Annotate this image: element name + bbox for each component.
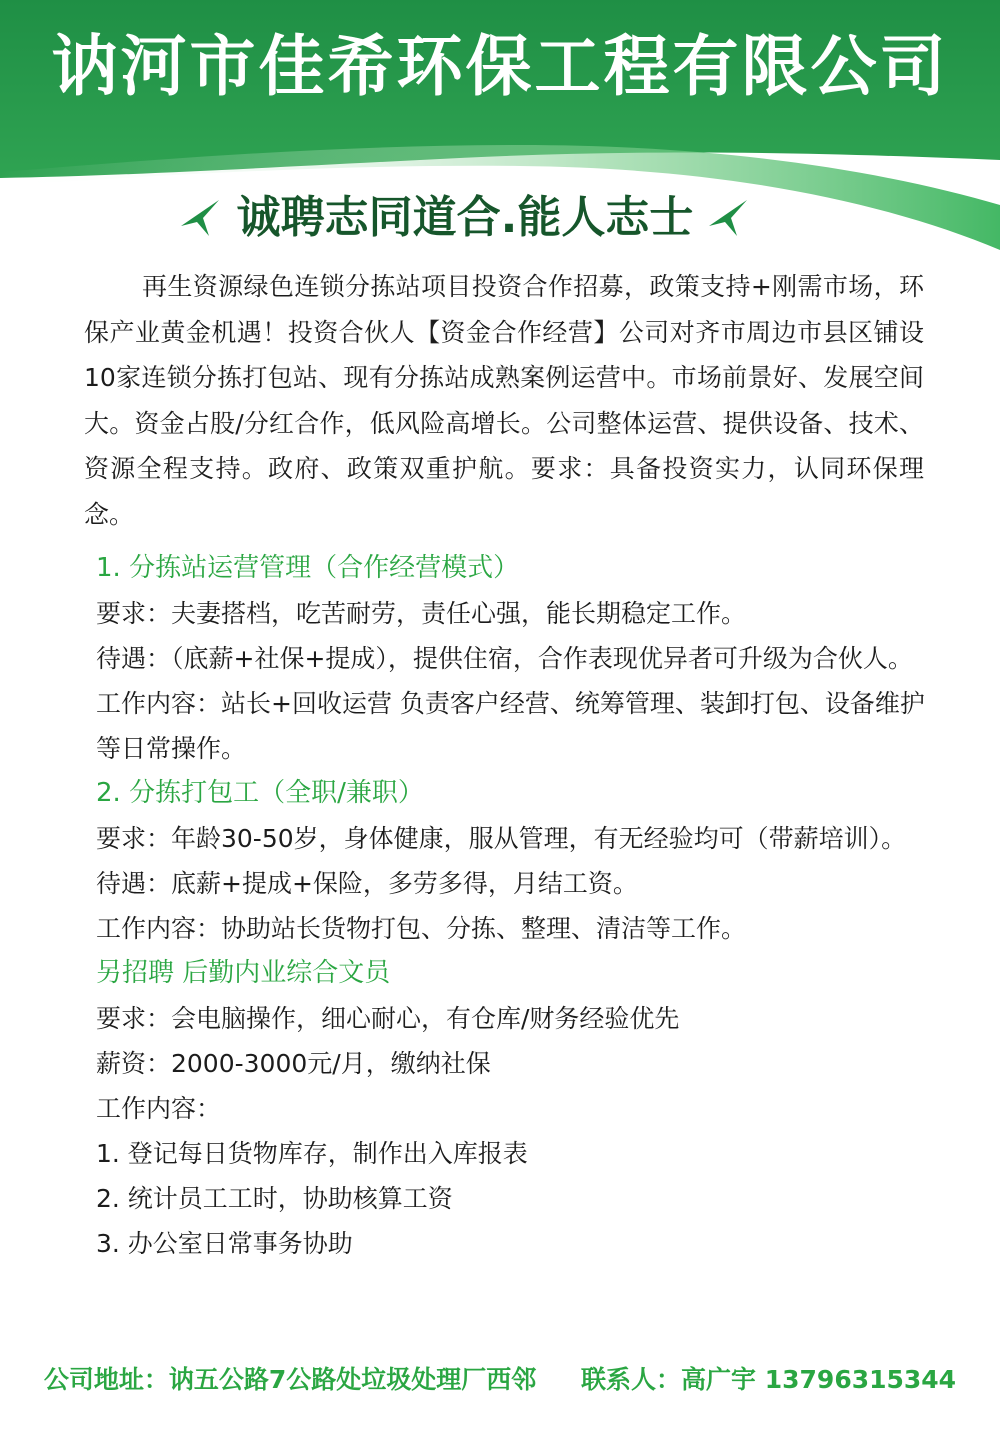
job-section <box>96 771 926 951</box>
job-title: 2. 分拣打包工（全职/兼职） <box>96 778 424 808</box>
extra-section <box>96 951 926 1266</box>
duty-item: 2. 统计员工工时，协助核算工资 <box>96 1184 453 1213</box>
footer <box>0 1358 1000 1402</box>
job-benefit: 待遇：（底薪+社保+提成），提供住宿，合作表现优异者可升级为合伙人。 <box>96 644 913 673</box>
job-requirement: 要求：夫妻搭档，吃苦耐劳，责任心强，能长期稳定工作。 <box>96 599 747 628</box>
star-icon <box>707 196 751 240</box>
extra-requirement: 要求：会电脑操作，细心耐心，有仓库/财务经验优先 <box>96 1004 680 1033</box>
company-address: 公司地址：讷五公路7公路处垃圾处理厂西邻 <box>43 1365 537 1394</box>
slogan: 诚聘志同道合.能人志士 <box>236 192 694 243</box>
extra-salary: 薪资：2000-3000元/月，缴纳社保 <box>96 1049 491 1078</box>
duty-item: 3. 办公室日常事务协助 <box>96 1229 353 1258</box>
extra-title: 另招聘 后勤内业综合文员 <box>96 958 391 988</box>
job-title: 1. 分拣站运营管理（合作经营模式） <box>96 553 520 583</box>
extra-duties-label: 工作内容： <box>96 1094 222 1123</box>
company-name: 讷河市佳希环保工程有限公司 <box>51 28 949 105</box>
job-duties: 工作内容：协助站长货物打包、分拣、整理、清洁等工作。 <box>96 914 747 943</box>
intro-paragraph: 再生资源绿色连锁分拣站项目投资合作招募，政策支持+刚需市场，环保产业黄金机遇！投资合伙人【资金合作经营】公司对齐市周边市县区铺设10家连锁分拣打包站、现有分拣站成熟案例运营中。市场前景好、发展空间大。资金占股/分红合作，低风险高增长。公司整体运营、提供设备、技术、资源全程支持。政府、政策双重护航。要求：具备投资实力，认同环保理念。 <box>84 272 924 529</box>
job-section <box>96 546 926 771</box>
contact-info: 联系人：高广宇 13796315344 <box>581 1365 957 1394</box>
job-benefit: 待遇：底薪+提成+保险，多劳多得，月结工资。 <box>96 869 638 898</box>
slogan-row <box>145 183 785 253</box>
job-sections <box>96 546 926 1266</box>
job-duties: 工作内容：站长+回收运营 负责客户经营、统筹管理、装卸打包、设备维护等日常操作。 <box>96 689 925 763</box>
job-requirement: 要求：年龄30-50岁，身体健康，服从管理，有无经验均可（带薪培训）。 <box>96 824 907 853</box>
star-icon <box>179 196 223 240</box>
intro-section <box>84 264 924 537</box>
duty-item: 1. 登记每日货物库存，制作出入库报表 <box>96 1139 528 1168</box>
